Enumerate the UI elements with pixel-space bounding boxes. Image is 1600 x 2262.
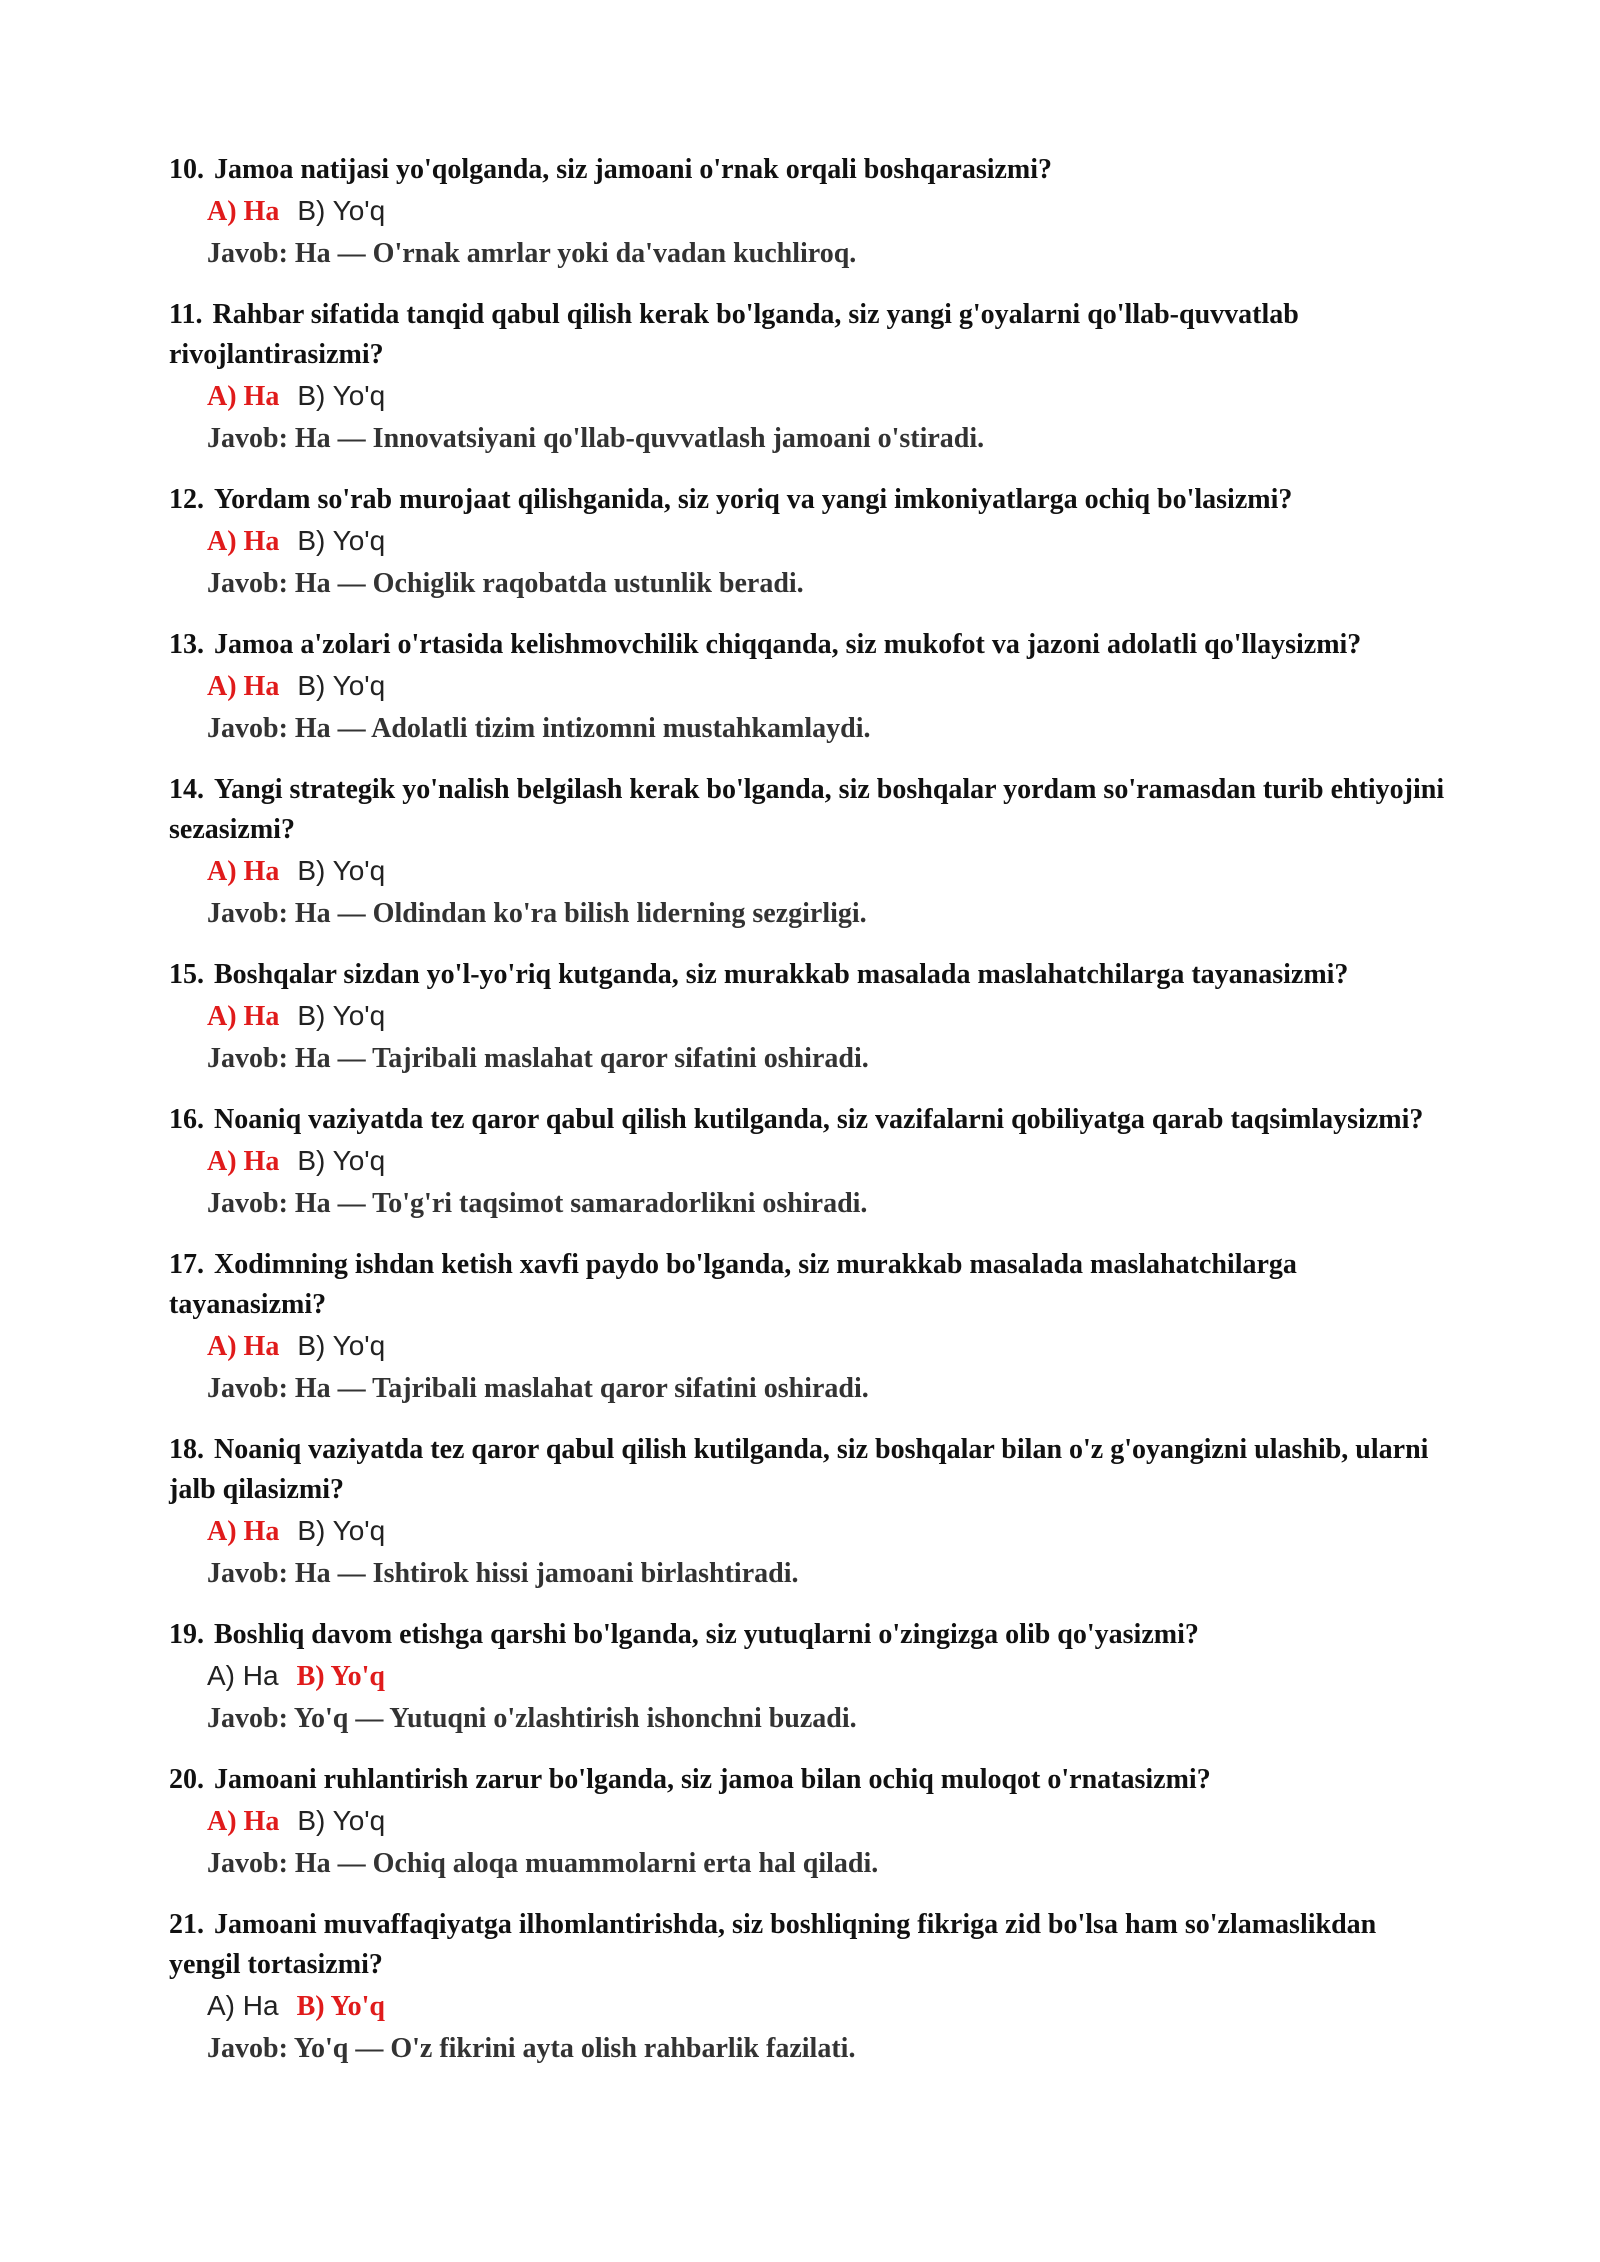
question-item xyxy=(169,955,1450,1080)
question-item xyxy=(169,1615,1450,1740)
question-number: 20. xyxy=(169,1764,204,1795)
answer-options xyxy=(169,1325,1450,1368)
answer-options xyxy=(169,1140,1450,1183)
answer-options xyxy=(169,665,1450,708)
option-b: B) Yo'q xyxy=(296,1661,386,1692)
question-number: 16. xyxy=(169,1104,204,1135)
answer-options xyxy=(169,375,1450,418)
question-number: 18. xyxy=(169,1434,204,1465)
question-text xyxy=(169,480,1450,520)
question-label: Yordam so'rab murojaat qilishganida, siz yoriq va yangi imkoniyatlarga ochiq bo'lasizmi? xyxy=(214,484,1293,515)
question-number: 19. xyxy=(169,1619,204,1650)
option-a: A) Ha xyxy=(207,526,280,557)
option-b: B) Yo'q xyxy=(297,855,386,886)
question-number: 21. xyxy=(169,1909,204,1940)
option-b: B) Yo'q xyxy=(297,1330,386,1361)
question-item xyxy=(169,625,1450,750)
option-b: B) Yo'q xyxy=(296,1991,386,2022)
question-text xyxy=(169,150,1450,190)
question-label: Noaniq vaziyatda tez qaror qabul qilish kutilganda, siz vazifalarni qobiliyatga qarab taqsimlaysizmi? xyxy=(214,1104,1424,1135)
answer-options xyxy=(169,190,1450,233)
option-b: B) Yo'q xyxy=(297,1145,386,1176)
option-a: A) Ha xyxy=(207,1806,280,1837)
option-a: A) Ha xyxy=(207,1331,280,1362)
answer-explanation: Javob: Ha — To'g'ri taqsimot samaradorlikni oshiradi. xyxy=(207,1188,868,1219)
answer-explanation: Javob: Ha — Innovatsiyani qo'llab-quvvatlash jamoani o'stiradi. xyxy=(207,423,985,454)
question-number: 14. xyxy=(169,774,204,805)
question-label: Rahbar sifatida tanqid qabul qilish kerak bo'lganda, siz yangi g'oyalarni qo'llab-quvvatlab rivojlantirasizmi? xyxy=(169,299,1299,370)
question-text xyxy=(169,625,1450,665)
option-b: B) Yo'q xyxy=(297,1805,386,1836)
question-item xyxy=(169,1245,1450,1410)
option-b: B) Yo'q xyxy=(297,1515,386,1546)
option-b: B) Yo'q xyxy=(297,525,386,556)
question-number: 15. xyxy=(169,959,204,990)
option-b: B) Yo'q xyxy=(297,195,386,226)
question-number: 10. xyxy=(169,154,204,185)
question-label: Jamoa a'zolari o'rtasida kelishmovchilik chiqqanda, siz mukofot va jazoni adolatli qo'llaysizmi? xyxy=(214,629,1362,660)
question-text xyxy=(169,955,1450,995)
question-label: Jamoani ruhlantirish zarur bo'lganda, siz jamoa bilan ochiq muloqot o'rnatasizmi? xyxy=(214,1764,1211,1795)
option-a: A) Ha xyxy=(207,1001,280,1032)
answer-explanation: Javob: Ha — Adolatli tizim intizomni mustahkamlaydi. xyxy=(207,713,871,744)
question-text xyxy=(169,770,1450,850)
option-a: A) Ha xyxy=(207,1660,279,1691)
question-number: 12. xyxy=(169,484,204,515)
question-label: Xodimning ishdan ketish xavfi paydo bo'lganda, siz murakkab masalada maslahatchilarga tayanasizmi? xyxy=(169,1249,1297,1320)
answer-explanation: Javob: Ha — Ochiglik raqobatda ustunlik beradi. xyxy=(207,568,804,599)
question-number: 17. xyxy=(169,1249,204,1280)
answer-explanation: Javob: Ha — Tajribali maslahat qaror sifatini oshiradi. xyxy=(207,1373,869,1404)
option-b: B) Yo'q xyxy=(297,670,386,701)
answer-explanation: Javob: Ha — Oldindan ko'ra bilish liderning sezgirligi. xyxy=(207,898,867,929)
answer-explanation: Javob: Ha — Ochiq aloqa muammolarni erta hal qiladi. xyxy=(207,1848,879,1879)
question-item xyxy=(169,1760,1450,1885)
answer-explanation: Javob: Ha — Ishtirok hissi jamoani birlashtiradi. xyxy=(207,1558,799,1589)
question-item xyxy=(169,1905,1450,2070)
option-a: A) Ha xyxy=(207,381,280,412)
option-a: A) Ha xyxy=(207,856,280,887)
option-a: A) Ha xyxy=(207,1990,279,2021)
option-a: A) Ha xyxy=(207,1146,280,1177)
question-text xyxy=(169,1430,1450,1510)
answer-options xyxy=(169,520,1450,563)
question-item xyxy=(169,770,1450,935)
question-item xyxy=(169,295,1450,460)
question-item xyxy=(169,480,1450,605)
question-text xyxy=(169,1245,1450,1325)
option-a: A) Ha xyxy=(207,671,280,702)
answer-explanation: Javob: Yo'q — Yutuqni o'zlashtirish ishonchni buzadi. xyxy=(207,1703,857,1734)
question-label: Boshqalar sizdan yo'l-yo'riq kutganda, siz murakkab masalada maslahatchilarga tayanasizmi? xyxy=(214,959,1349,990)
question-text xyxy=(169,1100,1450,1140)
question-label: Jamoa natijasi yo'qolganda, siz jamoani o'rnak orqali boshqarasizmi? xyxy=(214,154,1053,185)
option-a: A) Ha xyxy=(207,196,280,227)
answer-options xyxy=(169,1985,1450,2028)
question-text xyxy=(169,1905,1450,1985)
option-a: A) Ha xyxy=(207,1516,280,1547)
answer-options xyxy=(169,995,1450,1038)
question-label: Boshliq davom etishga qarshi bo'lganda, siz yutuqlarni o'zingizga olib qo'yasizmi? xyxy=(214,1619,1199,1650)
question-label: Noaniq vaziyatda tez qaror qabul qilish kutilganda, siz boshqalar bilan o'z g'oyangizni ulashib, ularni jalb qilasizmi? xyxy=(169,1434,1429,1505)
question-item xyxy=(169,1100,1450,1225)
question-text xyxy=(169,295,1450,375)
question-item xyxy=(169,150,1450,275)
answer-explanation: Javob: Yo'q — O'z fikrini ayta olish rahbarlik fazilati. xyxy=(207,2033,856,2064)
answer-options xyxy=(169,1655,1450,1698)
option-b: B) Yo'q xyxy=(297,1000,386,1031)
answer-options xyxy=(169,850,1450,893)
question-item xyxy=(169,1430,1450,1595)
answer-explanation: Javob: Ha — O'rnak amrlar yoki da'vadan kuchliroq. xyxy=(207,238,857,269)
question-label: Yangi strategik yo'nalish belgilash kerak bo'lganda, siz boshqalar yordam so'ramasdan turib ehtiyojini sezasizmi? xyxy=(169,774,1445,845)
question-number: 11. xyxy=(169,299,203,330)
answer-options xyxy=(169,1510,1450,1553)
question-text xyxy=(169,1760,1450,1800)
option-b: B) Yo'q xyxy=(297,380,386,411)
answer-options xyxy=(169,1800,1450,1843)
question-label: Jamoani muvaffaqiyatga ilhomlantirishda, siz boshliqning fikriga zid bo'lsa ham so'zlamaslikdan yengil tortasizmi? xyxy=(169,1909,1377,1980)
question-number: 13. xyxy=(169,629,204,660)
question-text xyxy=(169,1615,1450,1655)
answer-explanation: Javob: Ha — Tajribali maslahat qaror sifatini oshiradi. xyxy=(207,1043,869,1074)
